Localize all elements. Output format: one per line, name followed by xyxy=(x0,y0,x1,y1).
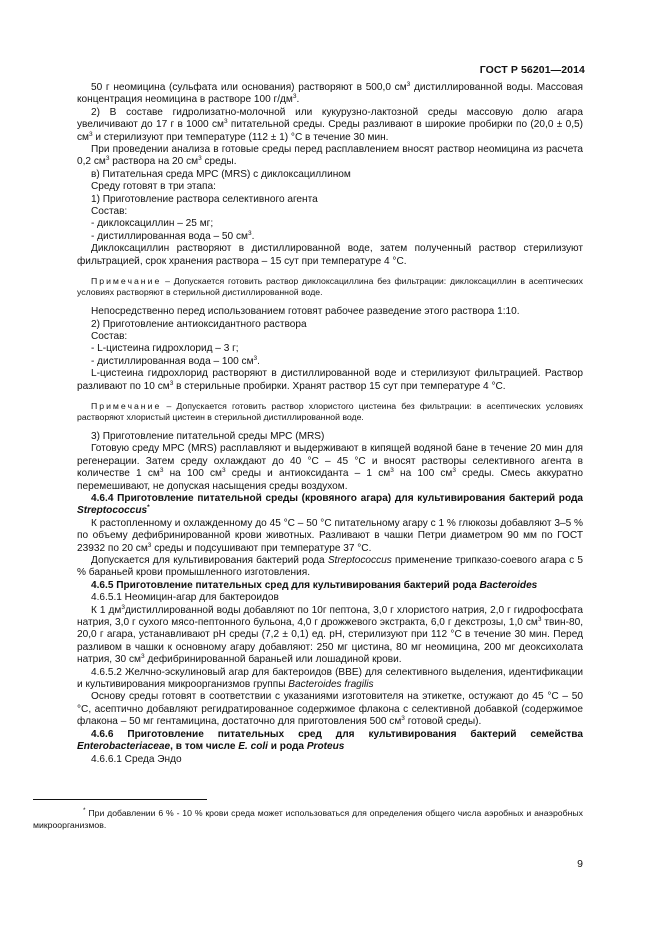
superscript: 3 xyxy=(147,541,152,549)
paragraph: Непосредственно перед использованием готовят рабочее разведение этого раствора 1:10. xyxy=(91,306,520,318)
heading-text: 4.6.5 Приготовление питательных сред для культивирования бактерий рода xyxy=(91,579,480,591)
superscript: 3 xyxy=(159,467,164,475)
text-run: на 100 см xyxy=(393,468,453,480)
paragraph: Диклоксациллин растворяют в дистиллированной воде, затем полученный раствор стерилизуют фильтрацией, срок хранения раствора – 15 сут при температуре 4 °С. xyxy=(77,243,583,267)
paragraph: в) Питательная среда МРС (MRS) с диклоксациллином xyxy=(91,168,351,180)
note xyxy=(77,401,583,423)
superscript: 3 xyxy=(253,354,258,362)
text-run: и стерилизуют при температуре (112 ± 1) °С в течение 30 мин. xyxy=(92,131,389,143)
heading-text: 4.6.6 Приготовление питательных сред для культивирования бактерий семейства xyxy=(91,728,583,740)
text-run: При проведении анализа в готовые среды перед расплавлением вносят раствор неомицина из расчета 0,2 см xyxy=(77,144,583,168)
list-item: - диклоксациллин – 25 мг; xyxy=(91,218,214,230)
superscript: 3 xyxy=(198,155,202,163)
heading-text: , в том числе xyxy=(170,741,239,753)
text-run: среды и подсушивают при температуре 37 °С. xyxy=(151,542,372,554)
text-run: - дистиллированная вода – 100 см xyxy=(91,355,254,367)
text-run: дефибринированной бараньей или лошадиной крови. xyxy=(144,654,402,666)
paragraph xyxy=(77,691,583,728)
text-run: применение трипказо-соевого агара с 5 % бараньей крови промышленного изготовления. xyxy=(77,555,583,579)
section-heading xyxy=(77,729,583,754)
note-text: – Допускается готовить раствор диклоксациллина без фильтрации: диклоксациллин в асептических условиях растворяют в стерильной дистиллированной воде. xyxy=(77,276,583,298)
list-item: - L-цистеина гидрохлорид – 3 г; xyxy=(91,343,239,355)
superscript: 3 xyxy=(406,81,411,88)
section-heading xyxy=(77,580,583,592)
superscript: 3 xyxy=(247,229,252,237)
superscript: 3 xyxy=(105,155,110,163)
paragraph: 4.6.6.1 Среда Эндо xyxy=(91,753,182,765)
note xyxy=(77,276,583,298)
paragraph xyxy=(77,368,583,393)
text-run: 50 г неомицина (сульфата или основания) растворяют в 500,0 см xyxy=(91,82,407,93)
text-run: Допускается для культивирования бактерий рода xyxy=(91,555,328,566)
paragraph xyxy=(77,605,583,667)
text-run: 2) В составе гидролизатно-молочной или кукурузно-лактозной среды массовую долю агара увеличивают до 17 г в 1000 см xyxy=(77,106,583,131)
genus-name: Streptococcus xyxy=(327,555,392,566)
text-run: 4.6.5.2 Желчно-эскулиновый агар для бактероидов (BBE) для селективного выделения, идентификации и культивирования микроорганизмов группы xyxy=(77,666,583,691)
text-run: питательной среды. Среды разливают в широкие пробирки по (20,0 ± 0,5) см xyxy=(77,119,584,143)
heading-text: 4.6.4 Приготовление питательной среды (кровяного агара) для культивирования бактерий рода xyxy=(91,492,583,504)
family-name: Enterobacteriaceae xyxy=(77,741,171,753)
paragraph: 50 г неомицина (сульфата или основания) растворяют в 500,0 $см^3$ дистиллированной воды. Массовая концентрация неомицина в растворе 100 $г/дм^3$. xyxy=(77,81,584,106)
page-number: 9 xyxy=(577,858,583,870)
list-item: - дистиллированная вода – 100 $см^3$. xyxy=(91,354,260,367)
note-label: Примечание xyxy=(91,400,162,411)
text-run: в стерильные пробирки. Хранят раствор 15 сут при температуре 4 °С. xyxy=(173,380,506,392)
species-name: Bacteroides fragilis xyxy=(288,679,374,691)
paragraph: 1) Приготовление раствора селективного агента xyxy=(91,193,318,205)
paragraph: 3) Приготовление питательной среды МРС (MRS) xyxy=(91,430,325,442)
text-run: на 100 см xyxy=(163,468,222,480)
text-run: среды. xyxy=(201,156,237,168)
superscript: 3 xyxy=(390,467,394,475)
note-label: Примечание xyxy=(91,276,162,287)
paragraph xyxy=(77,443,583,493)
text-run: Основу среды готовят в соответствии с указаниями изготовителя на этикетке, остужают до 45 °С – 50 °С, асептично добавляют регидратированное содержимое флакона с селективной добавкой (содержимое флакона – 50 мг гентамицина, достаточно для приготовления 500 см xyxy=(77,691,583,728)
text-run: готовой среды). xyxy=(404,716,482,728)
text-run: К 1 дм xyxy=(91,604,122,616)
text-run: Готовую среду МРС (MRS) расплавляют и выдерживают в кипящей водяной бане в течение 20 мин для регенерации. Затем среду охлаждают до 40 °С – 45 °С и вносят растворы селективного агента в количестве 1 см xyxy=(77,443,583,480)
superscript: 3 xyxy=(537,616,542,624)
list-item: - дистиллированная вода – 50 $см^3$. xyxy=(91,229,255,242)
superscript: 3 xyxy=(89,130,93,138)
paragraph xyxy=(77,667,583,692)
text-run: L-цистеина гидрохлорид растворяют в дистиллированной воде и стерилизуют фильтрацией. Раствор разливают по 10 см xyxy=(77,368,583,392)
document-header: ГОСТ Р 56201—2014 xyxy=(479,64,585,76)
section-heading xyxy=(77,493,583,518)
text-run: среды и антиоксиданта – 1 см xyxy=(225,468,391,480)
paragraph: Состав: xyxy=(91,206,128,218)
superscript: 3 xyxy=(223,118,228,126)
superscript: 3 xyxy=(221,467,226,475)
text-run: При добавлении 6 % - 10 % крови среда может использоваться для определения общего числа аэробных и анаэробных микроорганизмов. xyxy=(33,808,583,830)
text-run: раствора на 20 см xyxy=(109,156,199,168)
superscript: 3 xyxy=(121,603,125,611)
text-run: К растопленному и охлажденному до 45 °С – 50 °С питательному агару с 1 % глюкозы добавляют 3–5 % по объему дефибринированной крови животных. Разливают в чашки Петри диаметром 90 мм по ГОСТ 23932 по 20 см xyxy=(77,517,583,554)
text-run: дистиллированной воды. Массовая концентрация неомицина в растворе 100 г/дм xyxy=(77,82,584,106)
genus-name: Streptococcus xyxy=(77,505,148,517)
heading-text: и рода xyxy=(267,741,307,753)
superscript: 3 xyxy=(452,467,456,475)
paragraph: Состав: xyxy=(91,330,128,342)
text-run: - дистиллированная вода – 50 см xyxy=(91,230,248,242)
document-body xyxy=(77,82,583,766)
paragraph xyxy=(77,144,583,169)
superscript: 3 xyxy=(292,93,297,101)
paragraph: 2) Приготовление антиоксидантного раствора xyxy=(91,318,307,330)
footnote-text xyxy=(33,808,583,831)
paragraph xyxy=(77,555,583,580)
superscript: 3 xyxy=(169,379,174,387)
paragraph xyxy=(77,107,583,144)
paragraph: 4.6.5.1 Неомицин-агар для бактероидов xyxy=(91,592,279,604)
paragraph xyxy=(77,518,583,555)
footnote xyxy=(33,808,583,831)
footnote-divider xyxy=(33,799,207,800)
superscript: 3 xyxy=(401,715,405,723)
genus-name: Proteus xyxy=(306,741,345,753)
footnote-mark: * xyxy=(147,504,150,512)
text-run: твин-80, 20,0 г агара, устанавливают рН среды (7,2 ± 0,1) ед. рН, стерилизуют при 112 °С в течение 30 мин. Перед разливом в чашки к основному агару добавляют: 250 мг цистина, 80 мг неомицина, 200 мг деоксихолата натрия, 30 см xyxy=(77,617,583,666)
species-name: E. coli xyxy=(238,741,268,753)
footnote-mark: * xyxy=(83,807,86,814)
text-run: среды. Смесь аккуратно перемешивают, не допуская насыщения среды воздухом. xyxy=(77,468,583,492)
genus-name: Bacteroides xyxy=(479,579,538,591)
note-text: – Допускается готовить раствор хлористого цистеина без фильтрации: в асептических условиях растворяют хлористый цистеин в стерильной дистиллированной воде. xyxy=(77,400,583,422)
paragraph: Среду готовят в три этапа: xyxy=(91,181,216,193)
text-run: дистиллированной воды добавляют по 10г пептона, 3,0 г хлористого натрия, 2,0 г гидрофосфата натрия, 3,0 г сухого мясо-пептонного бульона, 4,0 г дрожжевого экстракта, 6,0 г декстрозы, 1,0 см xyxy=(77,604,584,629)
superscript: 3 xyxy=(140,653,145,661)
